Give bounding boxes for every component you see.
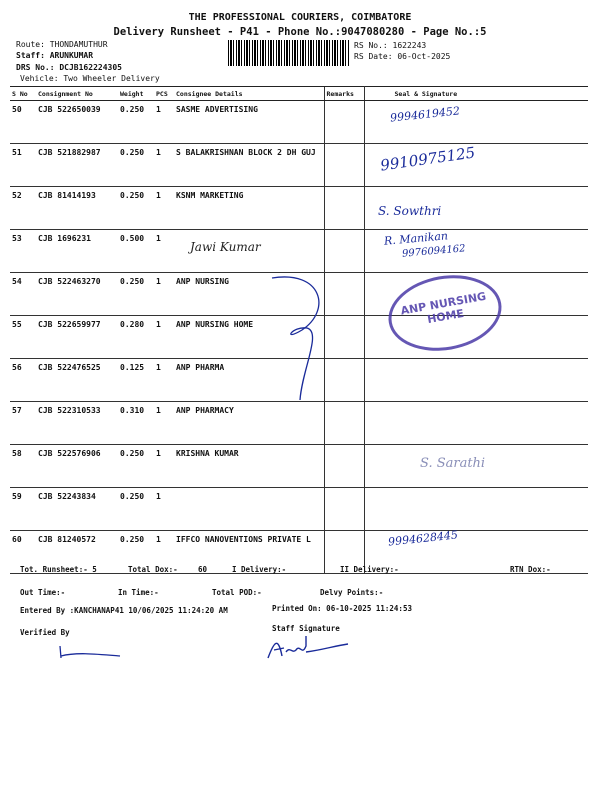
row-pcs: 1 (154, 531, 174, 574)
row-weight: 0.250 (118, 488, 154, 531)
row-sno: 60 (10, 531, 36, 574)
row-sno: 50 (10, 101, 36, 144)
company-name: THE PROFESSIONAL COURIERS, COIMBATORE (188, 12, 412, 23)
drs-no: DRS No.: DCJB162224305 (16, 63, 122, 72)
row-sno: 54 (10, 273, 36, 316)
table-header (10, 87, 588, 101)
row-sno: 55 (10, 316, 36, 359)
table-row (10, 488, 588, 531)
row-consignee: ANP PHARMACY (174, 402, 324, 445)
row-consignment: CJB 521882987 (36, 144, 118, 187)
row-consignment: CJB 522310533 (36, 402, 118, 445)
row-pcs: 1 (154, 445, 174, 488)
rtn-dox: RTN Dox:- (510, 565, 551, 574)
row-consignee: KRISHNA KUMAR (174, 445, 324, 488)
total-dox-value: 60 (198, 565, 208, 574)
col-seal: Seal & Signature (364, 87, 588, 101)
row-weight: 0.500 (118, 230, 154, 273)
row-weight: 0.125 (118, 359, 154, 402)
row-consignment: CJB 1696231 (36, 230, 118, 273)
rs-date: RS Date: 06-Oct-2025 (354, 52, 451, 61)
col-pcs: PCS (154, 87, 174, 101)
row-consignee: KSNM MARKETING (174, 187, 324, 230)
row-weight: 0.250 (118, 273, 154, 316)
row-remarks (324, 101, 364, 144)
in-time: In Time:- (118, 588, 159, 597)
row-consignee: ANP PHARMA (174, 359, 324, 402)
table-row (10, 144, 588, 187)
row-consignee: ANP NURSING (174, 273, 324, 316)
row-weight: 0.250 (118, 187, 154, 230)
printed-on: Printed On: 06-10-2025 11:24:53 (272, 604, 412, 613)
row-pcs: 1 (154, 187, 174, 230)
row-consignee: SASME ADVERTISING (174, 101, 324, 144)
row-pcs: 1 (154, 230, 174, 273)
row-consignment: CJB 522463270 (36, 273, 118, 316)
row-seal (364, 488, 588, 531)
row-consignee (174, 488, 324, 531)
total-pod: Total POD:- (212, 588, 262, 597)
verifier-signature (56, 644, 126, 664)
row-pcs: 1 (154, 273, 174, 316)
table-row (10, 445, 588, 488)
row-pcs: 1 (154, 359, 174, 402)
row-sno: 52 (10, 187, 36, 230)
row-sno: 56 (10, 359, 36, 402)
row-remarks (324, 488, 364, 531)
row-sno: 58 (10, 445, 36, 488)
delvy-points: Delvy Points:- (320, 588, 384, 597)
row-consignment: CJB 52243834 (36, 488, 118, 531)
i-delivery: I Delivery:- (232, 565, 287, 574)
row-weight: 0.280 (118, 316, 154, 359)
stamp-text: ANP NURSING HOME (399, 289, 488, 327)
staff: Staff: ARUNKUMAR (16, 51, 94, 60)
row-consignee: IFFCO NANOVENTIONS PRIVATE L (174, 531, 324, 574)
row-pcs: 1 (154, 101, 174, 144)
row-consignment: CJB 522476525 (36, 359, 118, 402)
out-time: Out Time:- (20, 588, 66, 597)
col-consignment: Consignment No (36, 87, 118, 101)
tot-runsheet: Tot. Runsheet:- 5 (20, 565, 97, 574)
row-sno: 59 (10, 488, 36, 531)
signature-60: 9994628445 (387, 528, 459, 549)
signature-53-phone: 9976094162 (401, 243, 466, 260)
row-remarks (324, 144, 364, 187)
row-pcs: 1 (154, 402, 174, 445)
table-row (10, 230, 588, 273)
row-remarks (324, 445, 364, 488)
signature-52: S. Sowthri (378, 204, 442, 218)
row-pcs: 1 (154, 144, 174, 187)
col-remarks: Remarks (324, 87, 364, 101)
row-weight: 0.250 (118, 144, 154, 187)
route: Route: THONDAMUTHUR (16, 40, 108, 49)
entered-by: Entered By :KANCHANAP41 10/06/2025 11:24:20 AM (20, 606, 228, 615)
staff-signature (262, 632, 352, 664)
row-sno: 51 (10, 144, 36, 187)
scribble-line (262, 270, 342, 410)
row-consignment: CJB 522659977 (36, 316, 118, 359)
col-consignee: Consignee Details (174, 87, 324, 101)
row-weight: 0.250 (118, 101, 154, 144)
row-weight: 0.250 (118, 445, 154, 488)
signature-51: 9910975125 (379, 143, 477, 175)
row-weight: 0.310 (118, 402, 154, 445)
consignee-53-handwritten: Jawi Kumar (190, 240, 261, 254)
row-consignee: S BALAKRISHNAN BLOCK 2 DH GUJ (174, 144, 324, 187)
barcode (228, 40, 350, 66)
table-row (10, 101, 588, 144)
table-row (10, 187, 588, 230)
staff-signature-label: Staff Signature (272, 624, 340, 633)
row-consignment: CJB 522650039 (36, 101, 118, 144)
row-weight: 0.250 (118, 531, 154, 574)
verified-by: Verified By (20, 628, 70, 637)
row-consignment: CJB 81414193 (36, 187, 118, 230)
row-pcs: 1 (154, 316, 174, 359)
row-consignment: CJB 81240572 (36, 531, 118, 574)
row-consignment: CJB 522576906 (36, 445, 118, 488)
signature-58: S. Sarathi (420, 456, 486, 471)
row-remarks (324, 187, 364, 230)
row-sno: 53 (10, 230, 36, 273)
signature-50: 9994619452 (389, 104, 461, 125)
vehicle: Vehicle: Two Wheeler Delivery (20, 74, 160, 83)
row-seal (364, 402, 588, 445)
total-dox-label: Total Dox:- (128, 565, 178, 574)
row-pcs: 1 (154, 488, 174, 531)
row-seal (364, 359, 588, 402)
row-remarks (324, 230, 364, 273)
runsheet-title: Delivery Runsheet - P41 - Phone No.:9047080280 - Page No.:5 (113, 26, 487, 38)
signature-53-name: R. Manikan (383, 229, 449, 248)
row-sno: 57 (10, 402, 36, 445)
row-consignee: ANP NURSING HOME (174, 316, 324, 359)
rs-no: RS No.: 1622243 (354, 41, 427, 50)
ii-delivery: II Delivery:- (340, 565, 399, 574)
col-sno: S No (10, 87, 36, 101)
col-weight: Weight (118, 87, 154, 101)
